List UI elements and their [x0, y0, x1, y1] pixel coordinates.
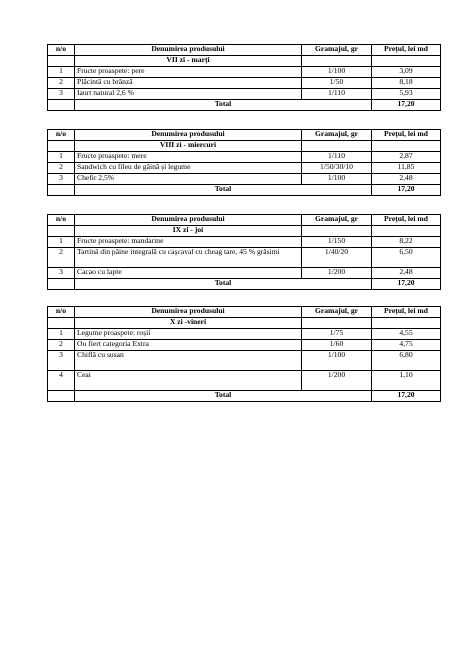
item-gram: 1/75	[302, 329, 372, 340]
day-title-row	[48, 318, 441, 329]
table-row	[48, 78, 441, 89]
item-gram: 1/110	[302, 152, 372, 163]
item-price: 1,10	[372, 371, 441, 391]
header-no: n/o	[48, 215, 75, 226]
header-gram: Gramajul, gr	[302, 45, 372, 56]
table-row	[48, 248, 441, 268]
table-row	[48, 89, 441, 100]
header-name: Denumirea produsului	[75, 215, 302, 226]
item-no: 2	[48, 163, 75, 174]
table-row	[48, 340, 441, 351]
item-price: 2,87	[372, 152, 441, 163]
table-row	[48, 371, 441, 391]
header-name: Denumirea produsului	[75, 45, 302, 56]
header-name: Denumirea produsului	[75, 307, 302, 318]
day-title-row	[48, 226, 441, 237]
item-gram: 1/50	[302, 78, 372, 89]
day-title: VIII zi - miercuri	[75, 141, 302, 152]
table-row	[48, 237, 441, 248]
item-no: 2	[48, 340, 75, 351]
item-gram: 1/110	[302, 89, 372, 100]
total-label: Total	[75, 100, 372, 111]
total-value: 17,20	[372, 185, 441, 196]
menu-table-day-9	[47, 214, 441, 290]
item-gram: 1/60	[302, 340, 372, 351]
item-name: Ceai	[75, 371, 302, 391]
table-row	[48, 163, 441, 174]
table-row	[48, 329, 441, 340]
total-row	[48, 185, 441, 196]
total-value: 17,20	[372, 100, 441, 111]
menu-table-day-10	[47, 306, 441, 402]
header-row	[48, 130, 441, 141]
header-no: n/o	[48, 130, 75, 141]
total-label: Total	[75, 185, 372, 196]
header-price: Prețul, lei md	[372, 307, 441, 318]
item-price: 2,48	[372, 268, 441, 279]
header-gram: Gramajul, gr	[302, 307, 372, 318]
menu-table-day-8	[47, 129, 441, 196]
total-label: Total	[75, 391, 372, 402]
item-price: 3,09	[372, 67, 441, 78]
item-no: 3	[48, 174, 75, 185]
item-name: Iaurt natural 2,6 %	[75, 89, 302, 100]
day-title: IX zi - joi	[75, 226, 302, 237]
header-gram: Gramajul, gr	[302, 215, 372, 226]
header-name: Denumirea produsului	[75, 130, 302, 141]
total-row	[48, 100, 441, 111]
item-gram: 1/100	[302, 67, 372, 78]
item-name: Legume proaspete: roșii	[75, 329, 302, 340]
day-title-row	[48, 141, 441, 152]
day-title-row	[48, 56, 441, 67]
item-no: 2	[48, 78, 75, 89]
item-price: 8,18	[372, 78, 441, 89]
item-no: 3	[48, 351, 75, 371]
item-gram: 1/100	[302, 174, 372, 185]
item-gram: 1/200	[302, 371, 372, 391]
total-value: 17,20	[372, 279, 441, 290]
total-value: 17,20	[372, 391, 441, 402]
item-no: 3	[48, 268, 75, 279]
header-row	[48, 215, 441, 226]
item-name: Chefir 2,5%	[75, 174, 302, 185]
item-gram: 1/50/30/10	[302, 163, 372, 174]
item-name: Tartină din pâine integrală cu cașcaval cu cheag tare, 45 % grăsimi	[75, 248, 302, 268]
day-title: VII zi - marți	[75, 56, 302, 67]
item-name: Ou fiert categoria Extra	[75, 340, 302, 351]
total-label: Total	[75, 279, 372, 290]
item-price: 11,85	[372, 163, 441, 174]
item-no: 1	[48, 152, 75, 163]
item-gram: 1/40/20	[302, 248, 372, 268]
day-title: X zi -vineri	[75, 318, 302, 329]
item-no: 1	[48, 237, 75, 248]
item-name: Fructe proaspete: mere	[75, 152, 302, 163]
item-price: 2,48	[372, 174, 441, 185]
item-gram: 1/200	[302, 268, 372, 279]
item-name: Cacao cu lapte	[75, 268, 302, 279]
menu-table-day-7	[47, 44, 441, 111]
total-row	[48, 279, 441, 290]
item-price: 6,50	[372, 248, 441, 268]
item-price: 5,93	[372, 89, 441, 100]
header-price: Prețul, lei md	[372, 215, 441, 226]
item-name: Chiflă cu susan	[75, 351, 302, 371]
item-name: Fructe proaspete: mandarine	[75, 237, 302, 248]
item-no: 4	[48, 371, 75, 391]
item-name: Fructe proaspete: pere	[75, 67, 302, 78]
item-gram: 1/150	[302, 237, 372, 248]
item-price: 4,75	[372, 340, 441, 351]
item-name: Plăcintă cu brânză	[75, 78, 302, 89]
item-gram: 1/100	[302, 351, 372, 371]
table-row	[48, 152, 441, 163]
item-no: 2	[48, 248, 75, 268]
item-price: 8,22	[372, 237, 441, 248]
header-no: n/o	[48, 307, 75, 318]
item-no: 3	[48, 89, 75, 100]
table-row	[48, 351, 441, 371]
header-row	[48, 307, 441, 318]
table-row	[48, 174, 441, 185]
header-no: n/o	[48, 45, 75, 56]
header-price: Prețul, lei md	[372, 130, 441, 141]
header-price: Prețul, lei md	[372, 45, 441, 56]
table-row	[48, 268, 441, 279]
header-gram: Gramajul, gr	[302, 130, 372, 141]
item-price: 4,55	[372, 329, 441, 340]
item-no: 1	[48, 329, 75, 340]
header-row	[48, 45, 441, 56]
table-row	[48, 67, 441, 78]
item-name: Sandwich cu fileu de găină și legume	[75, 163, 302, 174]
total-row	[48, 391, 441, 402]
item-no: 1	[48, 67, 75, 78]
item-price: 6,80	[372, 351, 441, 371]
